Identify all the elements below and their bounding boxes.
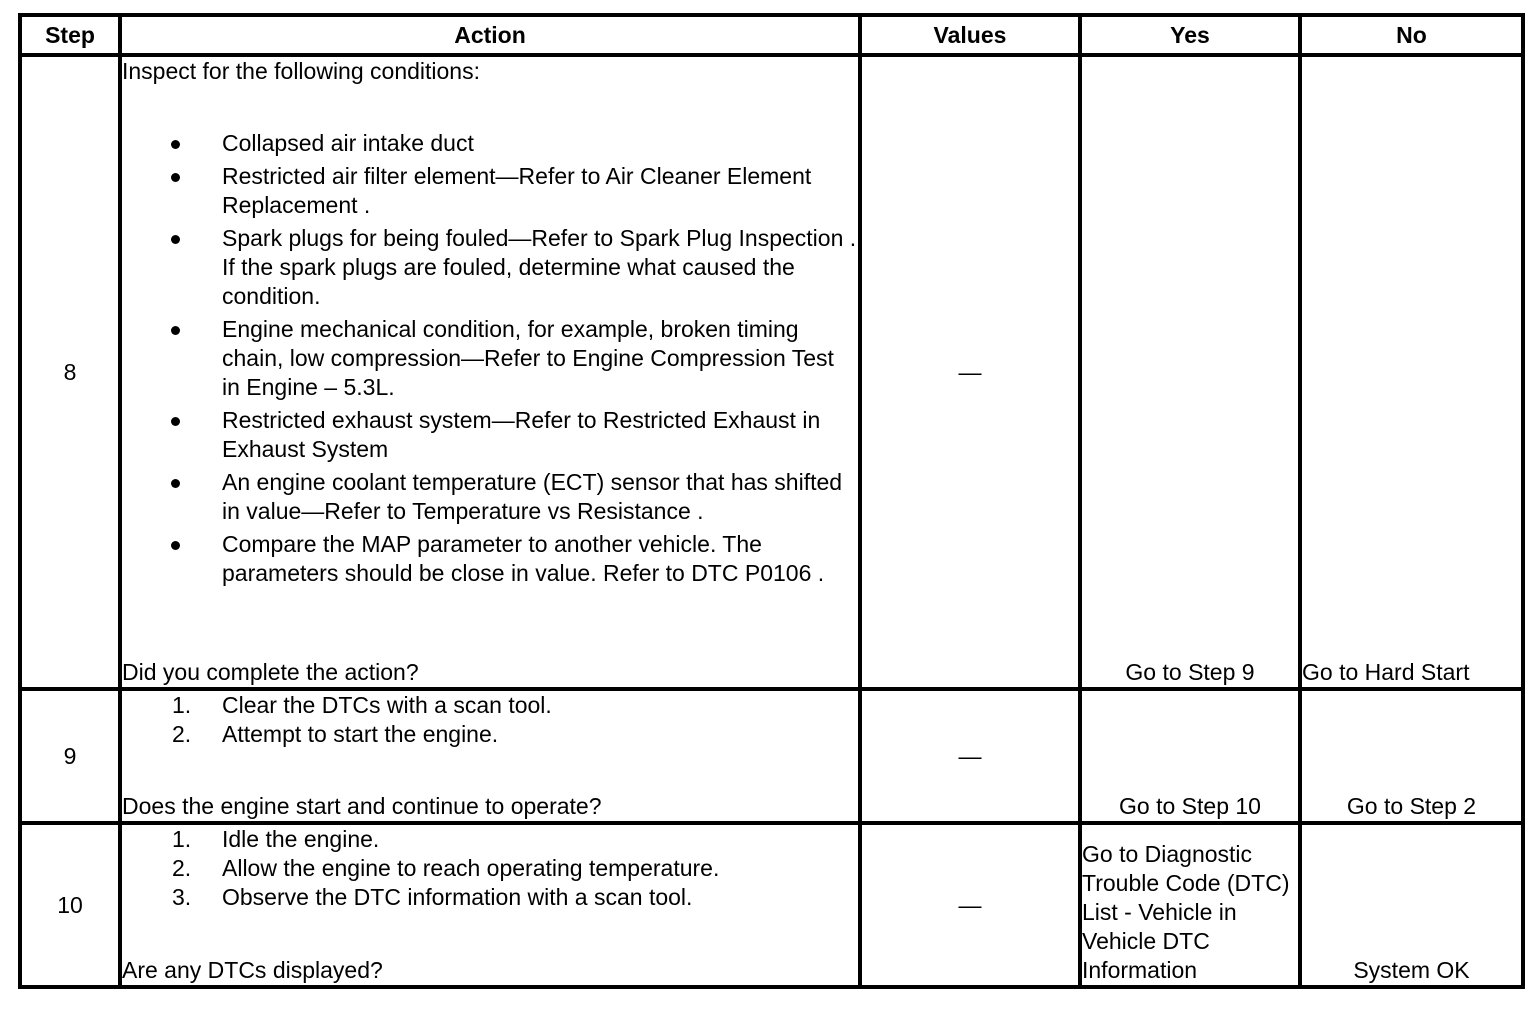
action-cell xyxy=(120,689,860,823)
list-item-number: 3. xyxy=(172,884,192,910)
list-item-text: Restricted exhaust system—Refer to Restricted Exhaust in Exhaust System xyxy=(222,407,821,462)
list-item-text: Restricted air filter element—Refer to Air Cleaner Element Replacement . xyxy=(222,163,812,218)
values-cell xyxy=(860,55,1080,689)
list-item-text: Compare the MAP parameter to another vehicle. The parameters should be close in value. Refer to DTC P0106 . xyxy=(222,531,825,586)
list-item xyxy=(122,825,858,854)
procedure-list xyxy=(122,825,858,912)
list-item xyxy=(122,720,858,749)
list-item-text: Attempt to start the engine. xyxy=(222,721,499,747)
header-values: Values xyxy=(860,15,1080,55)
step-number: 8 xyxy=(20,55,120,689)
list-item xyxy=(122,162,858,220)
yes-cell: Go to Diagnostic Trouble Code (DTC) List - Vehicle in Vehicle DTC Information xyxy=(1080,823,1300,987)
yes-cell: Go to Step 9 xyxy=(1080,55,1300,689)
values-cell xyxy=(860,823,1080,987)
header-yes: Yes xyxy=(1080,15,1300,55)
diagnostic-table xyxy=(18,13,1525,989)
list-item xyxy=(122,315,858,402)
list-item xyxy=(122,468,858,526)
table-row xyxy=(20,55,1523,689)
header-no: No xyxy=(1300,15,1523,55)
list-item xyxy=(122,883,858,912)
bullet-icon xyxy=(171,140,180,149)
procedure-list xyxy=(122,691,858,749)
condition-list xyxy=(122,129,858,592)
values-dash: — xyxy=(958,891,982,918)
header-row xyxy=(20,15,1523,55)
action-question: Does the engine start and continue to operate? xyxy=(122,793,602,819)
values-dash: — xyxy=(958,742,982,769)
action-cell xyxy=(120,823,860,987)
list-item-text: Collapsed air intake duct xyxy=(222,130,474,156)
action-cell xyxy=(120,55,860,689)
header-step: Step xyxy=(20,15,120,55)
list-item-number: 1. xyxy=(172,826,192,852)
list-item-text: Idle the engine. xyxy=(222,826,380,852)
list-item-text: Spark plugs for being fouled—Refer to Spark Plug Inspection . If the spark plugs are fouled, determine what caused the condition. xyxy=(222,225,857,309)
list-item-text: An engine coolant temperature (ECT) sensor that has shifted in value—Refer to Temperature vs Resistance . xyxy=(222,469,843,524)
list-item-number: 2. xyxy=(172,721,192,747)
list-item-number: 1. xyxy=(172,692,192,718)
table-row xyxy=(20,689,1523,823)
yes-cell: Go to Step 10 xyxy=(1080,689,1300,823)
action-question: Are any DTCs displayed? xyxy=(122,957,383,983)
no-cell: System OK xyxy=(1300,823,1523,987)
list-item-text: Observe the DTC information with a scan tool. xyxy=(222,884,693,910)
table-row xyxy=(20,823,1523,987)
action-intro: Inspect for the following conditions: xyxy=(122,58,480,84)
bullet-icon xyxy=(171,541,180,550)
action-question: Did you complete the action? xyxy=(122,659,419,685)
list-item-text: Allow the engine to reach operating temperature. xyxy=(222,855,720,881)
bullet-icon xyxy=(171,235,180,244)
list-item xyxy=(122,129,858,158)
list-item-text: Engine mechanical condition, for example, broken timing chain, low compression—Refer to Engine Compression Test in Engine – 5.3L. xyxy=(222,316,834,400)
header-action: Action xyxy=(120,15,860,55)
bullet-icon xyxy=(171,417,180,426)
list-item xyxy=(122,406,858,464)
list-item-number: 2. xyxy=(172,855,192,881)
bullet-icon xyxy=(171,326,180,335)
values-dash: — xyxy=(958,358,982,385)
step-number: 10 xyxy=(20,823,120,987)
list-item xyxy=(122,691,858,720)
list-item xyxy=(122,224,858,311)
no-cell: Go to Step 2 xyxy=(1300,689,1523,823)
step-number: 9 xyxy=(20,689,120,823)
list-item-text: Clear the DTCs with a scan tool. xyxy=(222,692,552,718)
list-item xyxy=(122,530,858,588)
no-cell: Go to Hard Start xyxy=(1300,55,1523,689)
values-cell xyxy=(860,689,1080,823)
bullet-icon xyxy=(171,173,180,182)
bullet-icon xyxy=(171,479,180,488)
list-item xyxy=(122,854,858,883)
